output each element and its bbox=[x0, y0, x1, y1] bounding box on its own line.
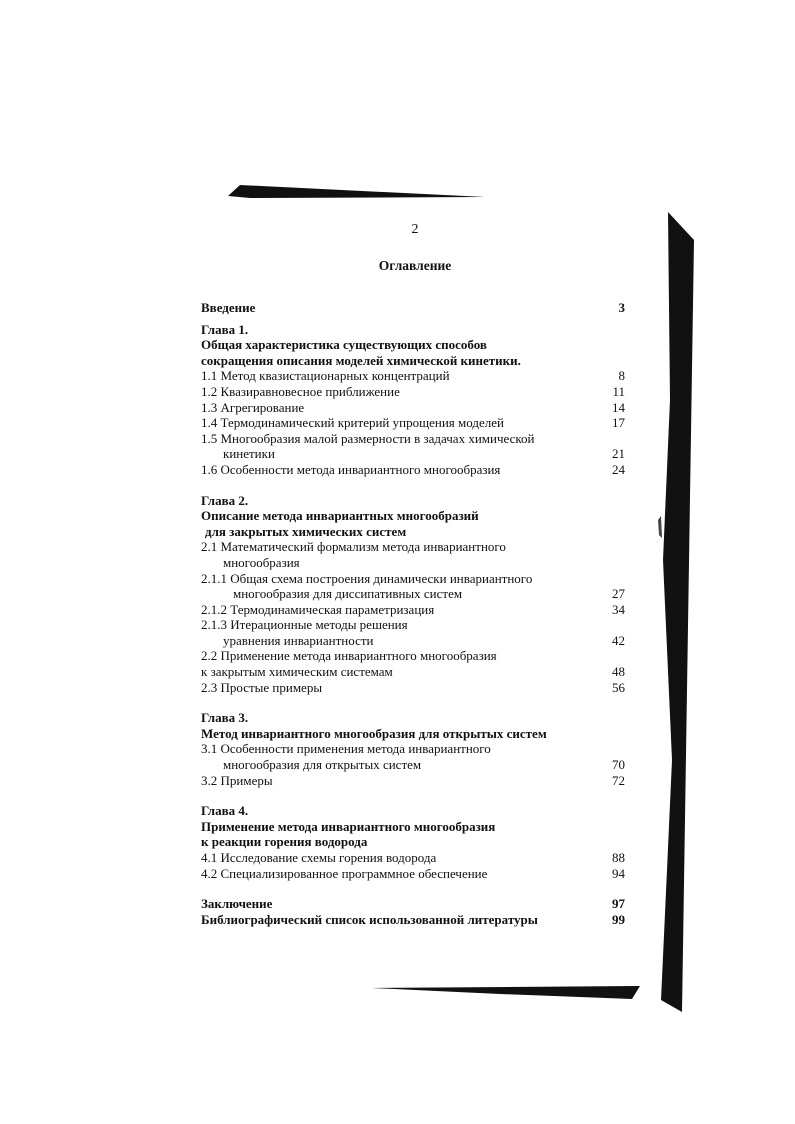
chapter-3-label bbox=[201, 710, 625, 726]
toc-entry-2-1 bbox=[201, 539, 625, 555]
toc-entry-1-4 bbox=[201, 415, 625, 431]
toc-entry-page: 99 bbox=[612, 911, 625, 927]
toc-entry-title: 2.1 Математический формализм метода инвариантного bbox=[201, 539, 506, 555]
toc-entry-2-1-3-cont bbox=[201, 633, 625, 649]
toc-entry-1-3 bbox=[201, 400, 625, 416]
toc-entry-title: многообразия для открытых систем bbox=[223, 757, 422, 773]
chapter-1-title-line1 bbox=[201, 337, 625, 353]
toc-entry-title: кинетики bbox=[223, 446, 275, 462]
toc-entry-page: 42 bbox=[612, 632, 625, 648]
toc-entry-title: 2.2 Применение метода инвариантного многообразия bbox=[201, 648, 497, 664]
toc-entry-title: сокращения описания моделей химической кинетики. bbox=[201, 352, 521, 368]
toc-entry-title: Описание метода инвариантных многообразий bbox=[201, 508, 479, 524]
chapter-4-title-line1 bbox=[201, 819, 625, 835]
scan-speck bbox=[658, 516, 662, 538]
toc-entry-title: Глава 3. bbox=[201, 710, 249, 726]
toc-entry-title: 3.2 Примеры bbox=[201, 772, 273, 788]
toc-entry-1-6 bbox=[201, 462, 625, 478]
toc-entry-2-1-1 bbox=[201, 571, 625, 587]
toc-entry-title: 2.3 Простые примеры bbox=[201, 679, 323, 695]
toc-entry-2-3 bbox=[201, 680, 625, 696]
toc-entry-title: 4.2 Специализированное программное обеспечение bbox=[201, 865, 488, 881]
chapter-4-title-line2 bbox=[201, 834, 625, 850]
toc-entry-page: 56 bbox=[612, 679, 625, 695]
toc-entry-title: 1.2 Квазиравновесное приближение bbox=[201, 383, 400, 399]
chapter-4-label bbox=[201, 803, 625, 819]
toc-entry-1-5 bbox=[201, 431, 625, 447]
toc-entry-title: Применение метода инвариантного многообразия bbox=[201, 818, 496, 834]
chapter-2-label bbox=[201, 493, 625, 509]
toc-entry-page: 70 bbox=[612, 757, 625, 773]
toc-entry-title: многообразия для диссипативных систем bbox=[233, 586, 463, 602]
toc-entry-title: Общая характеристика существующих способов bbox=[201, 337, 487, 353]
toc-entry-3-1-cont bbox=[201, 757, 625, 773]
toc-entry-title: Глава 2. bbox=[201, 492, 249, 508]
chapter-1-title-line2 bbox=[201, 353, 625, 369]
toc-entry-page: 21 bbox=[612, 446, 625, 462]
toc-entry-title: 1.6 Особенности метода инвариантного многообразия bbox=[201, 461, 501, 477]
scan-shadow-bottom bbox=[372, 986, 640, 999]
chapter-1-label bbox=[201, 322, 625, 338]
toc-entry-title: 4.1 Исследование схемы горения водорода bbox=[201, 850, 437, 865]
toc-entry-title: Глава 4. bbox=[201, 803, 249, 819]
toc-entry-title: 2.1.1 Общая схема построения динамически инвариантного bbox=[201, 570, 533, 586]
toc-entry-1-2 bbox=[201, 384, 625, 400]
toc-entry-page: 3 bbox=[618, 300, 625, 315]
table-of-contents bbox=[201, 300, 625, 927]
toc-entry-title: 3.1 Особенности применения метода инвариантного bbox=[201, 741, 491, 757]
toc-entry-bibliography bbox=[201, 912, 625, 928]
toc-entry-2-1-2 bbox=[201, 602, 625, 618]
toc-entry-title: Библиографический список использованной литературы bbox=[201, 911, 538, 927]
chapter-2-title-line1 bbox=[201, 508, 625, 524]
chapter-2-title-line2 bbox=[201, 524, 625, 540]
toc-entry-title: многообразия bbox=[223, 554, 300, 570]
toc-entry-title: 2.1.2 Термодинамическая параметризация bbox=[201, 601, 435, 617]
toc-entry-title: уравнения инвариантности bbox=[223, 632, 374, 648]
toc-entry-2-2 bbox=[201, 648, 625, 664]
toc-entry-title: Метод инвариантного многообразия для открытых систем bbox=[201, 725, 547, 741]
toc-entry-2-1-1-cont bbox=[201, 586, 625, 602]
toc-heading: Оглавление bbox=[378, 258, 452, 273]
toc-entry-page: 14 bbox=[612, 399, 625, 415]
toc-entry-title: 1.4 Термодинамический критерий упрощения моделей bbox=[201, 415, 504, 431]
toc-entry-title: Глава 1. bbox=[201, 321, 249, 337]
toc-entry-1-5-cont bbox=[201, 446, 625, 462]
toc-entry-title: 1.3 Агрегирование bbox=[201, 399, 305, 415]
toc-entry-title: 1.1 Метод квазистационарных концентраций bbox=[201, 368, 450, 384]
chapter-3-title bbox=[201, 726, 625, 742]
toc-entry-page: 48 bbox=[612, 664, 625, 680]
toc-entry-page: 24 bbox=[612, 461, 625, 477]
toc-entry-conclusion bbox=[201, 896, 625, 912]
toc-entry-page: 11 bbox=[612, 383, 625, 399]
toc-entry-title: к реакции горения водорода bbox=[201, 834, 368, 850]
toc-entry-page: 94 bbox=[612, 865, 625, 881]
toc-entry-page: 72 bbox=[612, 772, 625, 788]
page-number: 2 bbox=[411, 222, 419, 237]
toc-entry-2-1-3 bbox=[201, 617, 625, 633]
toc-entry-title: Введение bbox=[201, 300, 256, 315]
toc-entry-page: 17 bbox=[612, 415, 625, 431]
toc-entry-1-1 bbox=[201, 368, 625, 384]
toc-entry-page: 97 bbox=[612, 896, 625, 912]
toc-entry-title: 2.1.3 Итерационные методы решения bbox=[201, 617, 408, 633]
toc-entry-title: к закрытым химическим системам bbox=[201, 664, 393, 680]
scan-shadow-right bbox=[661, 212, 694, 1012]
toc-entry-page: 88 bbox=[612, 850, 625, 865]
toc-entry-2-1-cont bbox=[201, 555, 625, 571]
toc-entry-3-1 bbox=[201, 741, 625, 757]
toc-entry-page: 27 bbox=[612, 586, 625, 602]
toc-entry-title: 1.5 Многообразия малой размерности в задачах химической bbox=[201, 430, 535, 446]
toc-entry-page: 8 bbox=[618, 368, 625, 384]
scan-shadow-top bbox=[228, 185, 485, 198]
toc-entry-page: 34 bbox=[612, 601, 625, 617]
toc-entry-4-2 bbox=[201, 866, 625, 882]
toc-entry-3-2 bbox=[201, 773, 625, 789]
toc-entry-title: Заключение bbox=[201, 896, 273, 912]
toc-entry-2-2-cont bbox=[201, 664, 625, 680]
toc-entry-intro bbox=[201, 300, 625, 316]
toc-entry-title: для закрытых химических систем bbox=[205, 523, 407, 539]
toc-entry-4-1 bbox=[201, 850, 625, 866]
